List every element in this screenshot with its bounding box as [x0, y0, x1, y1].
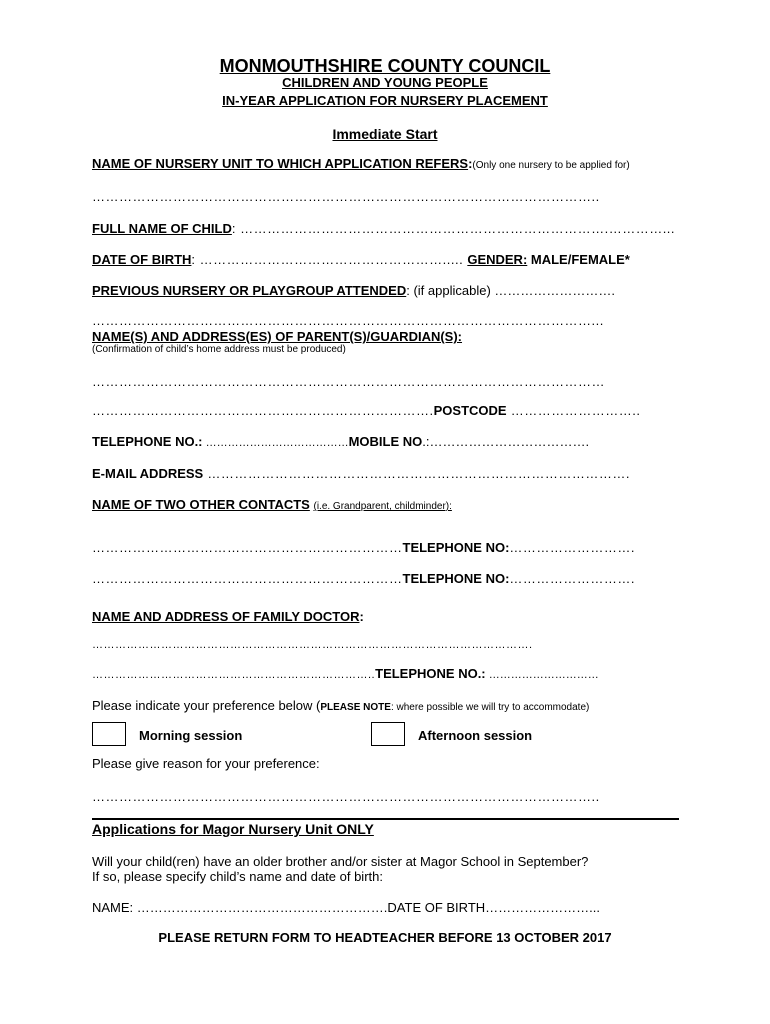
child-name-row	[92, 222, 676, 235]
form-title: IN-YEAR APPLICATION FOR NURSERY PLACEMENT	[222, 93, 548, 108]
other-contacts-row	[92, 498, 676, 512]
child-name-field[interactable]: : ……………………………………………………………………….…………...	[231, 221, 676, 236]
telephone-row	[92, 435, 676, 449]
telephone-field[interactable]: …………………………………	[202, 437, 349, 449]
department-title: CHILDREN AND YOUNG PEOPLE	[282, 75, 488, 90]
previous-row	[92, 284, 676, 297]
sibling-dob-field[interactable]: DATE OF BIRTH……………………...	[387, 900, 600, 915]
parents-label: NAME(S) AND ADDRESS(ES) OF PARENT(S)/GUARDIAN(S):	[92, 329, 463, 344]
contact-2-tel-field[interactable]: ……………………….	[509, 571, 636, 586]
afternoon-label: Afternoon session	[418, 728, 533, 743]
postcode-row	[92, 404, 676, 417]
mobile-label: MOBILE NO	[348, 434, 423, 449]
nursery-row	[92, 157, 676, 171]
nursery-field[interactable]: …………………………………………………………………………………………………..	[92, 189, 600, 204]
doctor-tel-row	[92, 667, 676, 681]
doctor-row	[92, 610, 676, 623]
section-divider	[92, 818, 679, 820]
email-label: E-MAIL ADDRESS	[92, 466, 204, 481]
contact-2-name-field[interactable]: ……………………………………………………………	[92, 571, 403, 586]
doctor-address-field[interactable]: …………………………………………………………………………………………………….	[92, 639, 533, 651]
magor-question-2: If so, please specify child’s name and date of birth:	[92, 869, 383, 884]
contact-row-2	[92, 572, 676, 585]
email-row	[92, 467, 676, 480]
previous-suffix[interactable]: : (if applicable) ……………………….	[406, 283, 615, 298]
postcode-field[interactable]: ………………………..	[506, 403, 641, 418]
reason-field[interactable]: …………………………………………………………………………………………………..	[92, 789, 600, 804]
contact-row-1	[92, 541, 676, 554]
postcode-label: POSTCODE	[433, 403, 507, 418]
previous-label: PREVIOUS NURSERY OR PLAYGROUP ATTENDED	[92, 283, 407, 298]
reason-label: Please give reason for your preference:	[92, 756, 320, 771]
nursery-colon: :	[468, 156, 473, 171]
dob-label: DATE OF BIRTH	[92, 252, 192, 267]
address-field-2[interactable]: ………………………………………………………………….	[92, 403, 434, 418]
telephone-label: TELEPHONE NO.:	[92, 434, 203, 449]
other-contacts-label: NAME OF TWO OTHER CONTACTS	[92, 497, 310, 512]
return-note: PLEASE RETURN FORM TO HEADTEACHER BEFORE 13 OCTOBER 2017	[158, 930, 612, 945]
contact-1-tel-field[interactable]: ……………………….	[509, 540, 636, 555]
council-title: MONMOUTHSHIRE COUNTY COUNCIL	[219, 56, 551, 76]
email-field[interactable]: ………………………………………………………………………………….	[203, 466, 630, 481]
address-field-1[interactable]: ……………………………………………………………………………………………………	[92, 374, 605, 389]
preference-text: Please indicate your preference below (	[92, 698, 321, 713]
dob-field[interactable]: : ……………………………………………….....	[191, 252, 468, 267]
nursery-label: NAME OF NURSERY UNIT TO WHICH APPLICATION REFERS	[92, 156, 469, 171]
contact-1-tel-label: TELEPHONE NO:	[402, 540, 510, 555]
preference-note-label: PLEASE NOTE	[320, 702, 391, 713]
magor-heading: Applications for Magor Nursery Unit ONLY	[92, 821, 374, 837]
dob-row	[92, 253, 676, 266]
doctor-address-field-2[interactable]: ………………………………………………………………..	[92, 669, 376, 681]
afternoon-checkbox[interactable]	[371, 722, 405, 746]
preference-row	[92, 699, 676, 713]
gender-value[interactable]: MALE/FEMALE*	[527, 252, 630, 267]
parents-note: (Confirmation of child’s home address must be produced)	[92, 344, 346, 355]
sibling-name-field[interactable]: NAME: ………………………………………………….	[92, 900, 388, 915]
contact-1-name-field[interactable]: ……………………………………………………………	[92, 540, 403, 555]
doctor-tel-field[interactable]: …………………………	[485, 669, 599, 681]
child-name-label: FULL NAME OF CHILD	[92, 221, 232, 236]
gender-label: GENDER:	[467, 252, 528, 267]
start-heading: Immediate Start	[332, 126, 438, 142]
magor-question-1: Will your child(ren) have an older brother and/or sister at Magor School in September?	[92, 854, 589, 869]
morning-label: Morning session	[139, 728, 243, 743]
preference-note-text: : where possible we will try to accommodate)	[390, 702, 590, 713]
contact-2-tel-label: TELEPHONE NO:	[402, 571, 510, 586]
nursery-note: (Only one nursery to be applied for)	[472, 160, 630, 171]
magor-sibling-row	[92, 901, 676, 914]
mobile-field[interactable]: .:……………………………….	[422, 434, 590, 449]
other-contacts-note: (i.e. Grandparent, childminder):	[313, 501, 452, 512]
morning-checkbox[interactable]	[92, 722, 126, 746]
doctor-colon: :	[359, 609, 364, 624]
previous-field[interactable]: …………………………………………………………………………………………………...	[92, 313, 604, 328]
doctor-tel-label: TELEPHONE NO.:	[375, 666, 486, 681]
doctor-label: NAME AND ADDRESS OF FAMILY DOCTOR	[92, 609, 360, 624]
